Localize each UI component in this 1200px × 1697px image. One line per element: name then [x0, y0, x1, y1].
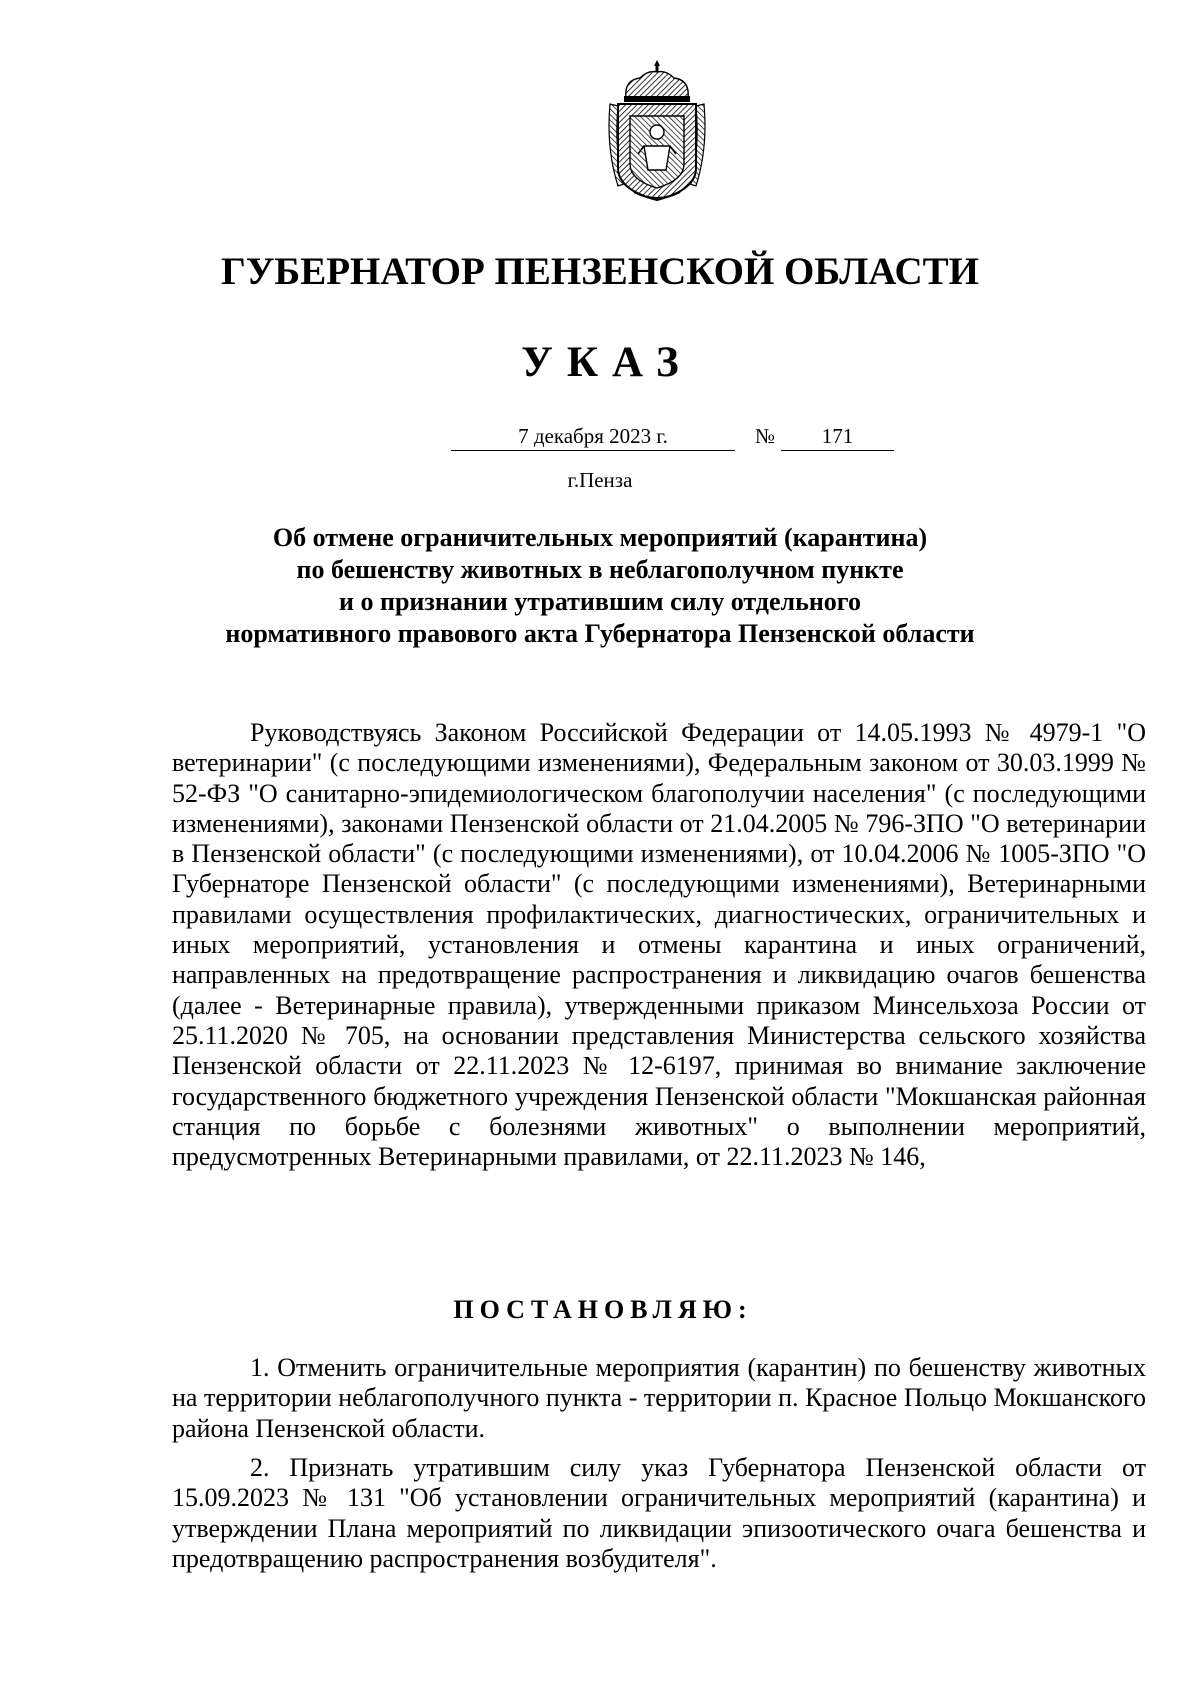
subject-line: и о признании утратившим силу отдельного [339, 587, 861, 616]
decree-item: 2. Признать утратившим силу указ Губернатора Пензенской области от 15.09.2023 № 131 "Об установлении ограничительных мероприятий (карантина) и утверждении Плана мероприятий по ликвидации эпизоотического очага бешенства и предотвращению распространения возбудителя". [172, 1453, 1146, 1573]
decree-item: 1. Отменить ограничительные мероприятия (карантин) по бешенству животных на территории неблагополучного пункта - территории п. Красное Польцо Мокшанского района Пензенской области. [172, 1353, 1146, 1443]
subject-line: по бешенству животных в неблагополучном пункте [296, 555, 904, 584]
decree-heading: ПОСТАНОВЛЯЮ: [453, 1295, 753, 1324]
subject-line: Об отмене ограничительных мероприятий (карантина) [272, 523, 928, 552]
document-type: УКАЗ [521, 339, 693, 386]
issue-city: г.Пенза [567, 468, 633, 492]
authority-title: ГУБЕРНАТОР ПЕНЗЕНСКОЙ ОБЛАСТИ [221, 250, 979, 293]
preamble-paragraph: Руководствуясь Законом Российской Федерации от 14.05.1993 № 4979-1 "О ветеринарии" (с последующими изменениями), Федеральным законом от 30.03.1999 № 52-ФЗ "О санитарно-эпидемиологическом благополучии населения" (с последующими изменениями), законами Пензенской области от 21.04.2005 № 796-ЗПО "О ветеринарии в Пензенской области" (с последующими изменениями), от 10.04.2006 № 1005-ЗПО "О Губернаторе Пензенской области" (с последующими изменениями), Ветеринарными правилами осуществления профилактических, диагностических, ограничительных и иных мероприятий, установления и отмены карантина и иных ограничений, направленных на предотвращение распространения и ликвидацию очагов бешенства (далее - Ветеринарные правила), утвержденными приказом Минсельхоза России от 25.11.2020 № 705, на основании представления Министерства сельского хозяйства Пензенской области от 22.11.2023 № 12-6197, принимая во внимание заключение государственного бюджетного учреждения Пензенской области "Мокшанская районная станция по борьбе с болезнями животных" о выполнении мероприятий, предусмотренных Ветеринарными правилами, от 22.11.2023 № 146, [172, 718, 1146, 1172]
date-number-row [0, 422, 1200, 452]
document-number: 171 [781, 422, 894, 451]
document-subject [150, 522, 1050, 650]
document-date: 7 декабря 2023 г. [451, 422, 735, 451]
number-sign: № [754, 424, 776, 448]
coat-of-arms-icon [604, 58, 710, 204]
subject-line: нормативного правового акта Губернатора Пензенской области [225, 619, 975, 648]
